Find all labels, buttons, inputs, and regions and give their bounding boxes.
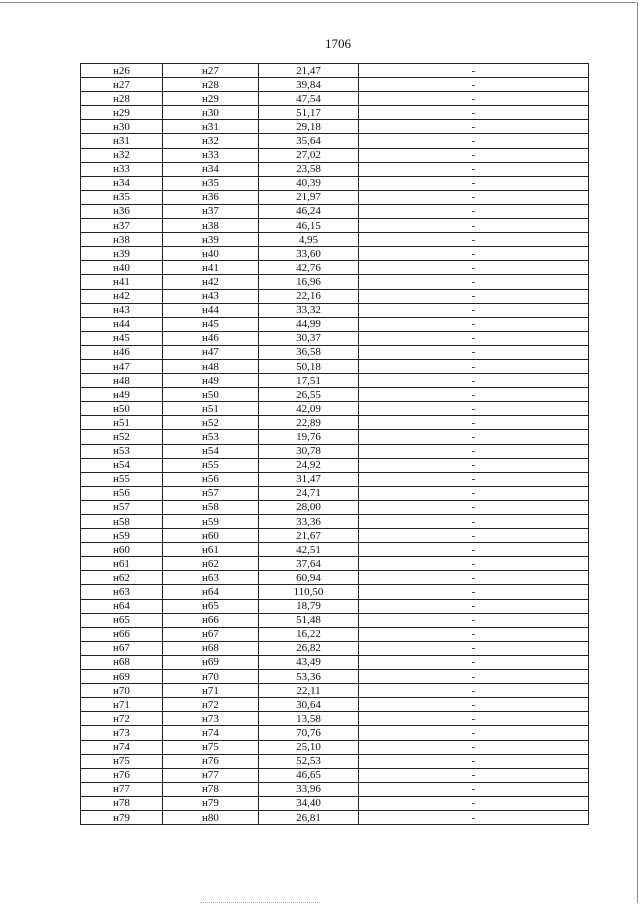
table-row [81,486,589,500]
table-row [81,782,589,796]
point-to-cell: н60 [163,529,259,543]
length-cell: 51,48 [259,613,359,627]
point-to-cell: н61 [163,543,259,557]
bottom-dotted-mark [200,902,320,904]
point-to-cell: н77 [163,768,259,782]
note-cell: - [359,416,589,430]
note-cell: - [359,740,589,754]
table-row [81,754,589,768]
point-to-cell: н74 [163,726,259,740]
table-row [81,402,589,416]
point-to-cell: н53 [163,430,259,444]
table-row [81,219,589,233]
table-row [81,472,589,486]
point-from-cell: н56 [81,486,163,500]
point-to-cell: н56 [163,472,259,486]
point-to-cell: н58 [163,500,259,514]
point-from-cell: н59 [81,529,163,543]
table-row [81,190,589,204]
point-from-cell: н49 [81,388,163,402]
length-cell: 35,64 [259,134,359,148]
length-cell: 50,18 [259,359,359,373]
note-cell: - [359,782,589,796]
table-row [81,613,589,627]
note-cell: - [359,430,589,444]
point-to-cell: н64 [163,585,259,599]
length-cell: 46,15 [259,219,359,233]
point-from-cell: н40 [81,261,163,275]
point-to-cell: н34 [163,162,259,176]
point-from-cell: н31 [81,134,163,148]
point-from-cell: н57 [81,500,163,514]
point-from-cell: н69 [81,670,163,684]
length-cell: 53,36 [259,670,359,684]
note-cell: - [359,613,589,627]
point-from-cell: н64 [81,599,163,613]
table-row [81,388,589,402]
point-from-cell: н72 [81,712,163,726]
table-row [81,134,589,148]
point-from-cell: н42 [81,289,163,303]
length-cell: 28,00 [259,500,359,514]
point-from-cell: н28 [81,92,163,106]
point-to-cell: н50 [163,388,259,402]
point-to-cell: н71 [163,684,259,698]
point-from-cell: н43 [81,303,163,317]
point-to-cell: н27 [163,64,259,78]
table-row [81,162,589,176]
point-from-cell: н73 [81,726,163,740]
note-cell: - [359,543,589,557]
length-cell: 23,58 [259,162,359,176]
note-cell: - [359,627,589,641]
note-cell: - [359,106,589,120]
point-from-cell: н32 [81,148,163,162]
table-row [81,684,589,698]
table-row [81,261,589,275]
note-cell: - [359,557,589,571]
note-cell: - [359,726,589,740]
note-cell: - [359,204,589,218]
note-cell: - [359,233,589,247]
note-cell: - [359,92,589,106]
point-from-cell: н36 [81,204,163,218]
point-to-cell: н43 [163,289,259,303]
note-cell: - [359,162,589,176]
note-cell: - [359,486,589,500]
point-to-cell: н72 [163,698,259,712]
length-cell: 46,24 [259,204,359,218]
table-row [81,233,589,247]
note-cell: - [359,571,589,585]
table-row [81,641,589,655]
point-to-cell: н30 [163,106,259,120]
table-row [81,655,589,669]
point-to-cell: н45 [163,317,259,331]
length-cell: 19,76 [259,430,359,444]
length-cell: 34,40 [259,796,359,810]
note-cell: - [359,500,589,514]
point-from-cell: н48 [81,374,163,388]
table-row [81,374,589,388]
point-from-cell: н75 [81,754,163,768]
note-cell: - [359,641,589,655]
table-row [81,120,589,134]
point-to-cell: н67 [163,627,259,641]
point-to-cell: н41 [163,261,259,275]
point-from-cell: н76 [81,768,163,782]
length-cell: 24,92 [259,458,359,472]
table-row [81,768,589,782]
length-cell: 21,47 [259,64,359,78]
note-cell: - [359,444,589,458]
table-row [81,698,589,712]
length-cell: 33,96 [259,782,359,796]
note-cell: - [359,529,589,543]
length-cell: 42,76 [259,261,359,275]
note-cell: - [359,190,589,204]
table-row [81,331,589,345]
point-to-cell: н66 [163,613,259,627]
point-from-cell: н52 [81,430,163,444]
point-from-cell: н61 [81,557,163,571]
table-row [81,515,589,529]
point-to-cell: н76 [163,754,259,768]
length-cell: 22,89 [259,416,359,430]
table-row [81,599,589,613]
point-from-cell: н74 [81,740,163,754]
point-from-cell: н67 [81,641,163,655]
point-to-cell: н69 [163,655,259,669]
table-row [81,627,589,641]
note-cell: - [359,754,589,768]
length-cell: 36,58 [259,345,359,359]
length-cell: 21,67 [259,529,359,543]
point-to-cell: н44 [163,303,259,317]
note-cell: - [359,585,589,599]
length-cell: 25,10 [259,740,359,754]
point-to-cell: н59 [163,515,259,529]
note-cell: - [359,670,589,684]
length-cell: 16,96 [259,275,359,289]
note-cell: - [359,599,589,613]
point-from-cell: н68 [81,655,163,669]
point-to-cell: н78 [163,782,259,796]
length-cell: 52,53 [259,754,359,768]
point-from-cell: н38 [81,233,163,247]
point-from-cell: н66 [81,627,163,641]
length-cell: 29,18 [259,120,359,134]
table-row [81,458,589,472]
point-from-cell: н63 [81,585,163,599]
point-from-cell: н27 [81,78,163,92]
length-cell: 40,39 [259,176,359,190]
point-from-cell: н55 [81,472,163,486]
table-row [81,148,589,162]
length-cell: 30,64 [259,698,359,712]
length-cell: 31,47 [259,472,359,486]
point-to-cell: н75 [163,740,259,754]
table-row [81,529,589,543]
note-cell: - [359,134,589,148]
point-from-cell: н78 [81,796,163,810]
length-cell: 37,64 [259,557,359,571]
length-cell: 27,02 [259,148,359,162]
note-cell: - [359,148,589,162]
table-row [81,430,589,444]
point-from-cell: н47 [81,359,163,373]
point-to-cell: н39 [163,233,259,247]
table-row [81,740,589,754]
point-from-cell: н26 [81,64,163,78]
note-cell: - [359,458,589,472]
point-to-cell: н55 [163,458,259,472]
point-to-cell: н36 [163,190,259,204]
point-from-cell: н71 [81,698,163,712]
note-cell: - [359,698,589,712]
point-from-cell: н35 [81,190,163,204]
table-row [81,796,589,810]
page-number: 1706 [325,36,351,51]
point-to-cell: н54 [163,444,259,458]
note-cell: - [359,684,589,698]
table-row [81,416,589,430]
length-cell: 110,50 [259,585,359,599]
note-cell: - [359,219,589,233]
table-row [81,810,589,824]
note-cell: - [359,247,589,261]
point-from-cell: н45 [81,331,163,345]
note-cell: - [359,120,589,134]
table-body [81,64,589,825]
note-cell: - [359,655,589,669]
length-cell: 51,17 [259,106,359,120]
boundary-segments-table [80,63,589,825]
note-cell: - [359,261,589,275]
length-cell: 17,51 [259,374,359,388]
point-from-cell: н34 [81,176,163,190]
table-row [81,92,589,106]
note-cell: - [359,388,589,402]
point-from-cell: н50 [81,402,163,416]
length-cell: 47,54 [259,92,359,106]
table-row [81,275,589,289]
length-cell: 22,16 [259,289,359,303]
point-to-cell: н49 [163,374,259,388]
table-row [81,64,589,78]
note-cell: - [359,64,589,78]
note-cell: - [359,796,589,810]
length-cell: 44,99 [259,317,359,331]
length-cell: 16,22 [259,627,359,641]
point-to-cell: н35 [163,176,259,190]
page-border-top [0,2,636,3]
length-cell: 18,79 [259,599,359,613]
table-row [81,106,589,120]
table-row [81,712,589,726]
note-cell: - [359,515,589,529]
point-to-cell: н80 [163,810,259,824]
point-to-cell: н62 [163,557,259,571]
table-row [81,247,589,261]
point-from-cell: н60 [81,543,163,557]
table-row [81,176,589,190]
table-row [81,78,589,92]
note-cell: - [359,176,589,190]
point-from-cell: н70 [81,684,163,698]
point-to-cell: н51 [163,402,259,416]
page-border-right [637,2,638,903]
length-cell: 21,97 [259,190,359,204]
length-cell: 42,09 [259,402,359,416]
length-cell: 43,49 [259,655,359,669]
note-cell: - [359,345,589,359]
table-row [81,557,589,571]
length-cell: 30,78 [259,444,359,458]
point-to-cell: н47 [163,345,259,359]
note-cell: - [359,359,589,373]
table-row [81,444,589,458]
length-cell: 33,36 [259,515,359,529]
table-row [81,303,589,317]
point-to-cell: н37 [163,204,259,218]
note-cell: - [359,374,589,388]
length-cell: 26,55 [259,388,359,402]
point-from-cell: н46 [81,345,163,359]
note-cell: - [359,275,589,289]
table-row [81,585,589,599]
point-to-cell: н38 [163,219,259,233]
length-cell: 26,81 [259,810,359,824]
point-from-cell: н41 [81,275,163,289]
table-row [81,289,589,303]
point-from-cell: н44 [81,317,163,331]
table-row [81,543,589,557]
table-row [81,726,589,740]
note-cell: - [359,810,589,824]
length-cell: 70,76 [259,726,359,740]
point-from-cell: н30 [81,120,163,134]
point-from-cell: н39 [81,247,163,261]
point-from-cell: н33 [81,162,163,176]
point-to-cell: н28 [163,78,259,92]
point-from-cell: н79 [81,810,163,824]
point-to-cell: н31 [163,120,259,134]
point-to-cell: н79 [163,796,259,810]
point-to-cell: н57 [163,486,259,500]
note-cell: - [359,712,589,726]
note-cell: - [359,472,589,486]
point-to-cell: н65 [163,599,259,613]
point-to-cell: н70 [163,670,259,684]
table-row [81,670,589,684]
point-to-cell: н33 [163,148,259,162]
point-to-cell: н52 [163,416,259,430]
point-to-cell: н63 [163,571,259,585]
length-cell: 26,82 [259,641,359,655]
length-cell: 60,94 [259,571,359,585]
point-to-cell: н29 [163,92,259,106]
point-from-cell: н53 [81,444,163,458]
note-cell: - [359,317,589,331]
point-to-cell: н73 [163,712,259,726]
table-row [81,204,589,218]
note-cell: - [359,78,589,92]
table-row [81,571,589,585]
table-row [81,359,589,373]
length-cell: 42,51 [259,543,359,557]
note-cell: - [359,402,589,416]
point-to-cell: н46 [163,331,259,345]
point-from-cell: н37 [81,219,163,233]
note-cell: - [359,303,589,317]
length-cell: 24,71 [259,486,359,500]
point-to-cell: н68 [163,641,259,655]
note-cell: - [359,331,589,345]
length-cell: 46,65 [259,768,359,782]
length-cell: 13,58 [259,712,359,726]
point-from-cell: н51 [81,416,163,430]
length-cell: 33,32 [259,303,359,317]
table-row [81,345,589,359]
table-row [81,317,589,331]
length-cell: 30,37 [259,331,359,345]
point-from-cell: н62 [81,571,163,585]
length-cell: 33,60 [259,247,359,261]
point-from-cell: н65 [81,613,163,627]
length-cell: 22,11 [259,684,359,698]
point-to-cell: н40 [163,247,259,261]
point-from-cell: н29 [81,106,163,120]
table-row [81,500,589,514]
length-cell: 39,84 [259,78,359,92]
point-from-cell: н77 [81,782,163,796]
note-cell: - [359,768,589,782]
note-cell: - [359,289,589,303]
point-to-cell: н48 [163,359,259,373]
point-to-cell: н42 [163,275,259,289]
point-to-cell: н32 [163,134,259,148]
point-from-cell: н54 [81,458,163,472]
length-cell: 4,95 [259,233,359,247]
point-from-cell: н58 [81,515,163,529]
